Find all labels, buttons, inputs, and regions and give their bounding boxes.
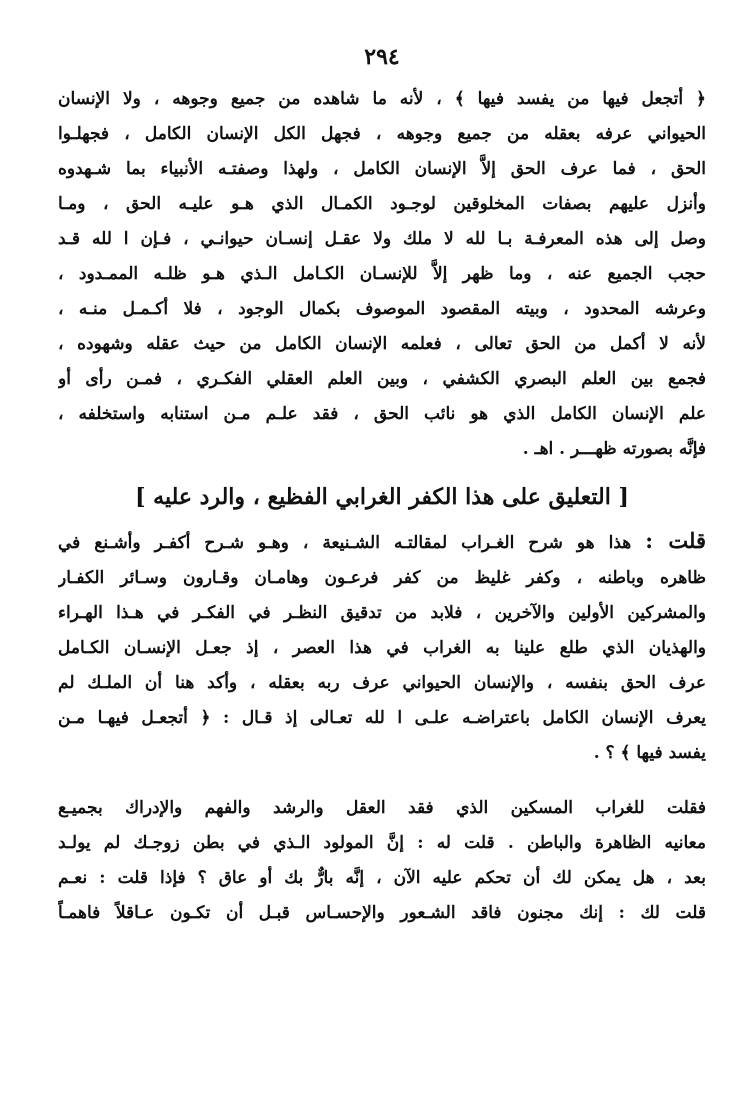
text-line: علم الإنسان الكامل الذي هو نائب الحق ، فقد علـم مـن استنابه واستخلفه ، xyxy=(58,404,706,424)
text-line: والمشركين الأولين والآخرين ، فلابد من تدقيق النظـر في الفكـر في هـذا الهـراء xyxy=(58,603,706,623)
text-line: فقلت للغراب المسكين الذي فقد العقل والرشد والفهم والإدراك بجميـع xyxy=(58,798,706,818)
text-line: عرف الحق بنفسه ، والإنسان الحيواني عرف ربه بعقله ، وأكد هنا أن الملـك لم xyxy=(58,673,706,693)
text-line: يعرف الإنسان الكامل باعتراضـه علـى ا لله تعـالى إذ قـال : ﴿ أتجعـل فيهـا مـن xyxy=(58,708,706,728)
text-line: حجب الجميع عنه ، وما ظهر إلاَّ للإنسـان الكـامل الـذي هـو ظلـه الممـدود ، xyxy=(58,264,706,284)
page-number: ٢٩٤ xyxy=(364,44,400,70)
text-line: فإنَّه بصورته ظهـــر . اهـ . xyxy=(522,439,706,459)
text-line: وأنزل عليهم بصفات المخلوقين لوجـود الكمـال الذي هـو عليـه الحق ، ومـا xyxy=(58,194,706,214)
text-line: بعد ، هل يمكن لك أن تحكم عليه الآن ، إنَّه بارٌّ بك أو عاق ؟ فإذا قلت : نعـم xyxy=(58,868,706,888)
text-line-body: هذا هو شرح الغـراب لمقالتـه الشـنيعة ، وهـو شـرح أكفـر وأشـنع في xyxy=(58,533,632,553)
text-line: لأنه لا أكمل من الحق تعالى ، فعلمه الإنسان الكامل من حيث عقله وشهوده ، xyxy=(58,334,706,354)
paragraph-quote xyxy=(58,82,706,467)
text-line: يفسد فيها ﴾ ؟ . xyxy=(593,743,706,763)
section-heading: [ التعليق على هذا الكفر الغرابي الفظيع ، والرد عليه ] xyxy=(135,484,629,510)
text-line: الحق ، فما عرف الحق إلاَّ الإنسان الكامل ، ولهذا وصفتـه الأنبياء بما شـهدوه xyxy=(58,159,706,179)
text-line: وصل إلى هذه المعرفـة بـا لله لا ملك ولا عقـل إنسـان حيوانـي ، فـإن ا لله قـد xyxy=(58,229,706,249)
paragraph-commentary xyxy=(58,523,706,771)
text-line: قلت لك : إنك مجنون فاقد الشـعور والإحسـاس قبـل أن تكـون عـاقلاً فاهمـاً xyxy=(58,903,706,923)
paragraph-gap xyxy=(58,771,706,791)
text-line: ﴿ أتجعل فيها من يفسد فيها ﴾ ، لأنه ما شاهده من جميع وجوهه ، ولا الإنسان xyxy=(58,89,706,109)
text-line xyxy=(58,523,706,561)
paragraph-response xyxy=(58,791,706,931)
text-line: الحيواني عرفه بعقله من جميع وجوهه ، فجهل الكل الإنسان الكامل ، فجهلـوا xyxy=(58,124,706,144)
qultu-keyword: قلت : xyxy=(645,528,706,553)
text-line: فجمع بين العلم البصري الكشفي ، وبين العلم العقلي الفكـري ، فمـن رأى أو xyxy=(58,369,706,389)
text-line: وعرشه المحدود ، وبيته المقصود الموصوف بكمال الوجود ، فلا أكـمـل منـه ، xyxy=(58,299,706,319)
text-line: معانيه الظاهرة والباطن . قلت له : إنَّ المولود الـذي في بطن زوجـك لم يولـد xyxy=(58,833,706,853)
document-page xyxy=(58,40,706,931)
text-line: ظاهره وباطنه ، وكفر غليظ من كفر فرعـون وهامـان وقـارون وسـائر الكفـار xyxy=(58,568,706,588)
text-line: والهذيان الذي طلع علينا به الغراب في هذا العصر ، إذ جعـل الإنسـان الكـامل xyxy=(58,638,706,658)
